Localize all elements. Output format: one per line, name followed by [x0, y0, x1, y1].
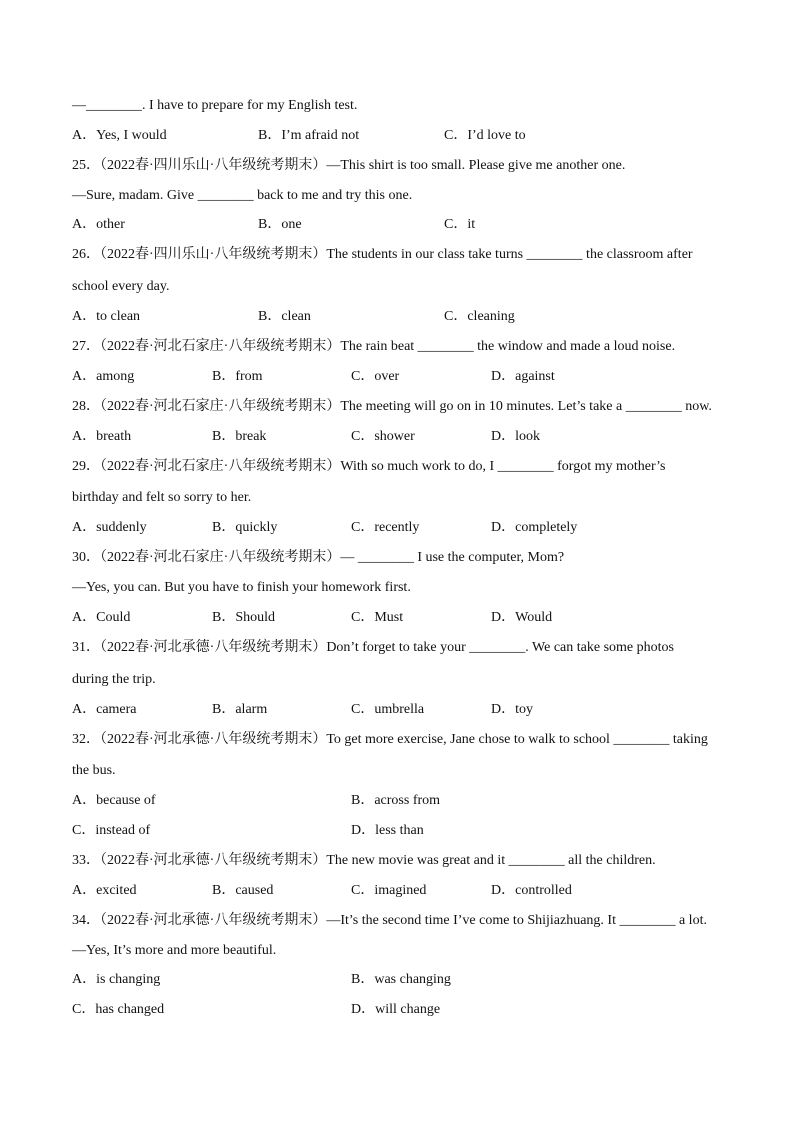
question-34-text: 34．（2022春·河北承德·八年级统考期末）—It’s the second time I’ve come to Shijiazhuang. It ________ a lot.: [72, 913, 707, 928]
question-34-text-2: —Yes, It’s more and more beautiful.: [72, 943, 277, 958]
question-31-text: 31．（2022春·河北承德·八年级统考期末）Don’t forget to take your ________. We can take some photos: [72, 640, 674, 655]
q29-option-a: A．suddenly: [72, 520, 147, 535]
q28-option-a: A．breath: [72, 429, 132, 444]
q27-option-a: A．among: [72, 369, 135, 384]
question-33-text: 33．（2022春·河北承德·八年级统考期末）The new movie was great and it ________ all the children.: [72, 853, 656, 868]
question-29-text-2: birthday and felt so sorry to her.: [72, 490, 252, 505]
q34-option-b: B．was changing: [351, 972, 451, 987]
q32-option-b: B．across from: [351, 793, 441, 808]
q29-option-d: D．completely: [491, 520, 578, 535]
q33-option-c: C．imagined: [351, 883, 427, 898]
question-31-text-2: during the trip.: [72, 672, 156, 687]
q26-option-c: C．cleaning: [444, 309, 515, 324]
q34-option-a: A．is changing: [72, 972, 161, 987]
question-25-text: 25．（2022春·四川乐山·八年级统考期末）—This shirt is too small. Please give me another one.: [72, 158, 626, 173]
question-32-text: 32．（2022春·河北承德·八年级统考期末）To get more exercise, Jane chose to walk to school ________ taking: [72, 732, 708, 747]
q25-option-a: A．other: [72, 217, 125, 232]
question-27-text: 27．（2022春·河北石家庄·八年级统考期末）The rain beat ________ the window and made a loud noise.: [72, 339, 676, 354]
q28-option-d: D．look: [491, 429, 540, 444]
q32-option-d: D．less than: [351, 823, 424, 838]
q28-option-c: C．shower: [351, 429, 415, 444]
q24-option-a: A．Yes, I would: [72, 128, 167, 143]
q33-option-b: B．caused: [212, 883, 274, 898]
q31-option-b: B．alarm: [212, 702, 268, 717]
q31-option-a: A．camera: [72, 702, 137, 717]
q31-option-d: D．toy: [491, 702, 533, 717]
q34-option-c: C．has changed: [72, 1002, 165, 1017]
q26-option-b: B．clean: [258, 309, 311, 324]
question-24-text: —________. I have to prepare for my English test.: [72, 98, 358, 113]
question-29-text: 29．（2022春·河北石家庄·八年级统考期末）With so much work to do, I ________ forgot my mother’s: [72, 459, 666, 474]
q25-option-b: B．one: [258, 217, 302, 232]
q24-option-c: C．I’d love to: [444, 128, 526, 143]
q32-option-c: C．instead of: [72, 823, 151, 838]
q33-option-d: D．controlled: [491, 883, 572, 898]
question-26-text: 26．（2022春·四川乐山·八年级统考期末）The students in our class take turns ________ the classroom after: [72, 247, 693, 262]
q27-option-c: C．over: [351, 369, 400, 384]
q30-option-a: A．Could: [72, 610, 131, 625]
q30-option-b: B．Should: [212, 610, 276, 625]
q27-option-d: D．against: [491, 369, 555, 384]
q26-option-a: A．to clean: [72, 309, 141, 324]
q24-option-b: B．I’m afraid not: [258, 128, 360, 143]
question-30-text-2: —Yes, you can. But you have to finish your homework first.: [72, 580, 411, 595]
q25-option-c: C．it: [444, 217, 476, 232]
question-30-text: 30．（2022春·河北石家庄·八年级统考期末）— ________ I use the computer, Mom?: [72, 550, 565, 565]
q28-option-b: B．break: [212, 429, 267, 444]
q29-option-b: B．quickly: [212, 520, 278, 535]
q27-option-b: B．from: [212, 369, 263, 384]
question-28-text: 28．（2022春·河北石家庄·八年级统考期末）The meeting will go on in 10 minutes. Let’s take a ________ now.: [72, 399, 712, 414]
q30-option-c: C．Must: [351, 610, 404, 625]
q29-option-c: C．recently: [351, 520, 420, 535]
q31-option-c: C．umbrella: [351, 702, 425, 717]
q34-option-d: D．will change: [351, 1002, 441, 1017]
q33-option-a: A．excited: [72, 883, 137, 898]
question-32-text-2: the bus.: [72, 763, 116, 778]
q32-option-a: A．because of: [72, 793, 156, 808]
question-25-text-2: —Sure, madam. Give ________ back to me and try this one.: [72, 188, 413, 203]
question-26-text-2: school every day.: [72, 279, 170, 294]
q30-option-d: D．Would: [491, 610, 553, 625]
